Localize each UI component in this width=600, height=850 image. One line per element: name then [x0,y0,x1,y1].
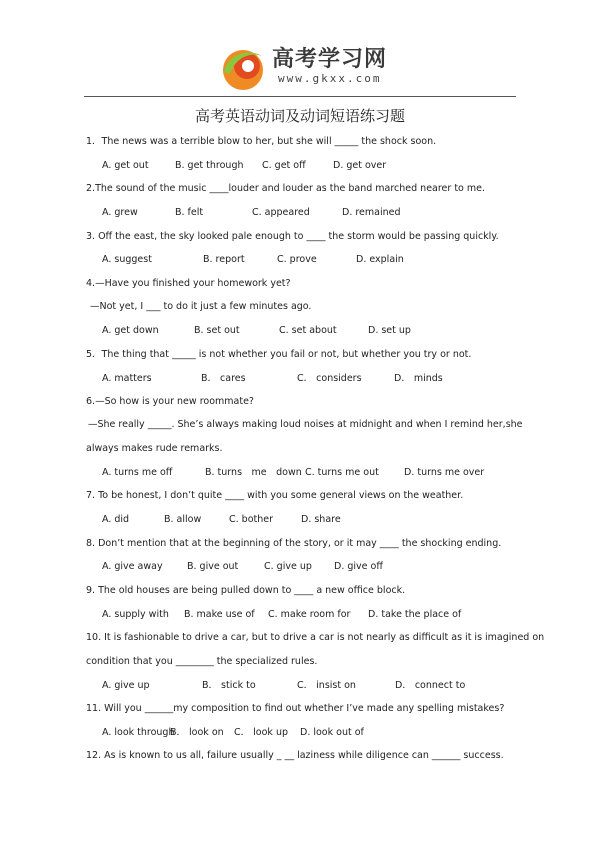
question-7-stem: 7. To be honest, I don’t quite ____ with you some general views on the weather. [86,490,464,501]
question-4-stem: 4.—Have you finished your homework yet? [86,278,291,289]
q5-option-d[interactable]: D． minds [394,373,443,384]
q10-option-c[interactable]: C． insist on [297,680,356,691]
q2-option-b[interactable]: B. felt [175,207,204,218]
q7-option-c[interactable]: C. bother [229,514,274,525]
q4-option-a[interactable]: A. get down [102,325,159,336]
q10-option-b[interactable]: B． stick to [202,680,256,691]
q8-option-a[interactable]: A. give away [102,561,163,572]
question-8-stem: 8. Don’t mention that at the beginning of the story, or it may ____ the shocking ending. [86,538,502,549]
q10-option-d[interactable]: D． connect to [395,680,466,691]
q1-option-b[interactable]: B. get through [175,160,244,171]
question-6-stem-continued: always makes rude remarks. [86,443,223,454]
q7-option-a[interactable]: A. did [102,514,130,525]
q4-option-d[interactable]: D. set up [368,325,411,336]
q6-option-d[interactable]: D. turns me over [404,467,485,478]
q11-option-b[interactable]: B． look on [170,727,224,738]
question-10-stem: 10. It is fashionable to drive a car, but to drive a car is not nearly as difficult as it is imagined on [86,632,545,643]
q4-option-b[interactable]: B. set out [194,325,240,336]
q2-option-c[interactable]: C. appeared [252,207,310,218]
q2-option-d[interactable]: D. remained [342,207,401,218]
question-5-stem: 5．The thing that _____ is not whether you fail or not, but whether you try or not. [86,349,472,360]
q9-option-c[interactable]: C. make room for [268,609,351,620]
q5-option-a[interactable]: A. matters [102,373,152,384]
q5-option-c[interactable]: C． considers [297,373,362,384]
question-6-stem: 6.—So how is your new roommate? [86,396,254,407]
q6-option-a[interactable]: A. turns me off [102,467,173,478]
q9-option-d[interactable]: D. take the place of [368,609,462,620]
question-6-stem-reply: —She really _____. She’s always making loud noises at midnight and when I remind her,she [88,419,523,430]
logo-emblem-icon [218,44,268,92]
q3-option-a[interactable]: A. suggest [102,254,152,265]
header-divider [84,96,516,97]
q7-option-b[interactable]: B. allow [164,514,202,525]
q2-option-a[interactable]: A. grew [102,207,138,218]
page-title: 高考英语动词及动词短语练习题 [194,107,405,125]
q1-option-c[interactable]: C. get off [262,160,306,171]
logo-name: 高考学习网 [272,47,388,72]
q6-option-b[interactable]: B. turns me down [205,467,302,478]
q9-option-b[interactable]: B. make use of [184,609,255,620]
q8-option-c[interactable]: C. give up [264,561,312,572]
q10-option-a[interactable]: A. give up [102,680,150,691]
q3-option-c[interactable]: C. prove [277,254,317,265]
q1-option-a[interactable]: A. get out [102,160,149,171]
q4-option-c[interactable]: C. set about [279,325,337,336]
q11-option-d[interactable]: D. look out of [300,727,364,738]
logo-url: www.gkxx.com [278,72,382,85]
question-2-stem: 2.The sound of the music ____louder and louder as the band marched nearer to me. [86,183,486,194]
question-3-stem: 3. Off the east, the sky looked pale enough to ____ the storm would be passing quickly. [86,231,499,242]
q3-option-b[interactable]: B. report [203,254,245,265]
q5-option-b[interactable]: B． cares [201,373,246,384]
q9-option-a[interactable]: A. supply with [102,609,169,620]
site-logo[interactable] [218,40,398,96]
question-4-stem-reply: —Not yet, I ___ to do it just a few minutes ago. [90,301,312,312]
q3-option-d[interactable]: D. explain [356,254,404,265]
q11-option-c[interactable]: C． look up [234,727,288,738]
q8-option-d[interactable]: D. give off [334,561,383,572]
question-11-stem: 11. Will you ______my composition to find out whether I’ve made any spelling mistakes? [86,703,505,714]
question-10-stem-continued: condition that you ________ the specialized rules. [86,656,318,667]
q6-option-c[interactable]: C. turns me out [305,467,379,478]
question-9-stem: 9. The old houses are being pulled down to ____ a new office block. [86,585,406,596]
q7-option-d[interactable]: D. share [301,514,341,525]
q11-option-a[interactable]: A. look through [102,727,175,738]
question-12-stem: 12. As is known to us all, failure usually _ __ laziness while diligence can ______ success. [86,750,504,761]
question-1-stem: 1．The news was a terrible blow to her, but she will _____ the shock soon. [86,136,437,147]
q8-option-b[interactable]: B. give out [187,561,239,572]
q1-option-d[interactable]: D. get over [333,160,387,171]
